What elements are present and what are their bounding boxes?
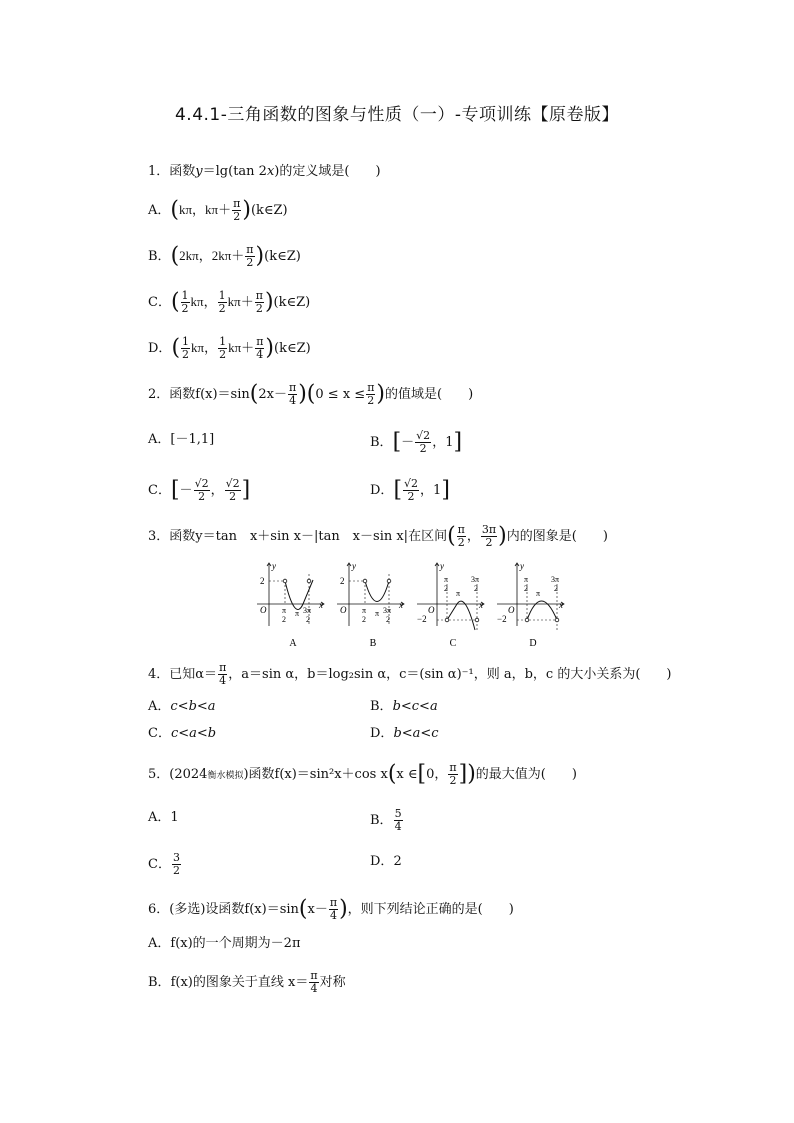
numerator: √2 [225, 477, 240, 490]
denominator: 4 [329, 909, 337, 922]
q5-option-d[interactable] [370, 852, 402, 872]
tick-3pi-half-den: 2 [386, 615, 390, 624]
value-neg2-label: −2 [417, 614, 427, 624]
question-1-stem [148, 162, 381, 182]
option-label: B． [148, 975, 171, 990]
q5-text-a: 5．(2024 [148, 767, 208, 782]
fraction [288, 382, 297, 407]
tick-pi-half-den: 2 [282, 615, 286, 624]
option-label: A． [148, 432, 171, 447]
value-2-label: 2 [260, 576, 265, 586]
x-axis-label: x [479, 600, 483, 610]
graph-option-d [497, 561, 564, 649]
q3-text-e: 内的图象是( ) [506, 529, 608, 544]
option-text: 2 [393, 854, 402, 869]
left-paren: ( [447, 523, 456, 549]
q4-text-b: ，a＝sin α，b＝log₂sin α，c＝(sin α)⁻¹，则 a，b，c 的大小关系为( ) [228, 667, 672, 682]
open-point [525, 618, 529, 622]
numerator: π [288, 381, 297, 394]
left-paren: ( [387, 761, 397, 787]
fraction [218, 336, 227, 361]
fraction [218, 662, 227, 687]
fraction [448, 762, 457, 787]
left-paren: ( [306, 381, 316, 407]
tick-3pi-half-den: 2 [306, 615, 310, 624]
q3-graph-options [255, 560, 565, 650]
denominator: 2 [219, 348, 227, 361]
right-paren: ) [255, 243, 265, 269]
tick-pi-half-num: π [444, 575, 449, 584]
q2-text-a: 2．函数f(x)＝sin [148, 387, 250, 402]
right-paren: ) [264, 289, 274, 315]
fraction [457, 524, 466, 549]
y-axis-label: y [440, 561, 444, 571]
q3-text-a: 3．函数y＝tan x＋sin x－|tan x－sin x|在区间 [148, 529, 448, 544]
option-label: B． [370, 435, 393, 450]
fraction [218, 290, 227, 315]
tick-pi-half-num: π [524, 575, 529, 584]
option-label: C． [148, 857, 171, 872]
denominator: 4 [219, 674, 227, 687]
q5-text-e: 的最大值为( ) [475, 767, 577, 782]
q1-text-a: 1．函数 [148, 164, 196, 179]
curve [365, 581, 389, 602]
right-bracket: ] [458, 761, 468, 787]
graph-letter-label: A [289, 638, 297, 649]
option-label: A． [148, 699, 171, 714]
x-axis-label: x [319, 600, 323, 610]
left-paren: ( [249, 381, 259, 407]
graph-option-a [257, 561, 324, 649]
tick-pi: π [456, 589, 461, 598]
q3-comma: ， [466, 529, 480, 544]
fraction [181, 336, 190, 361]
numerator: 1 [218, 289, 226, 302]
denominator: 4 [289, 394, 297, 407]
page-title: 4.4.1-三角函数的图象与性质（一）-专项训练【原卷版】 [174, 105, 620, 125]
option-text: kπ，kπ＋ [178, 202, 232, 217]
numerator: π [233, 197, 241, 210]
left-paren: ( [171, 335, 181, 361]
fraction [403, 478, 419, 503]
left-bracket: [ [393, 477, 403, 503]
fraction [366, 382, 375, 407]
q2-option-a[interactable] [148, 430, 214, 450]
fraction [245, 244, 254, 269]
q2-condition: 0 ≤ x ≤ [315, 387, 366, 402]
q5-interval-start: 0， [426, 767, 448, 782]
q4-option-b[interactable] [370, 697, 438, 717]
q5-text-b: )函数f(x)＝sin²x＋cos x [243, 767, 388, 782]
fraction [232, 198, 241, 223]
q4-text-a: 4．已知α＝ [148, 667, 218, 682]
numerator: 1 [181, 289, 189, 302]
right-paren: ) [298, 381, 307, 407]
left-paren: ( [170, 197, 179, 223]
numerator: π [246, 243, 254, 256]
option-label: C． [148, 726, 171, 741]
graph-letter-label: D [529, 638, 537, 649]
option-text: ，1 [432, 435, 454, 450]
left-paren: ( [298, 896, 308, 922]
open-point [387, 579, 391, 583]
q5-source-tag: 衡水模拟 [207, 771, 244, 781]
numerator: π [457, 523, 465, 536]
q6-text-e: ，则下列结论正确的是( ) [347, 902, 514, 917]
tick-pi: π [536, 589, 541, 598]
left-paren: ( [170, 289, 180, 315]
q5-option-b[interactable] [370, 808, 404, 833]
option-label: A． [148, 203, 171, 218]
option-text: － [179, 483, 193, 498]
option-tail: (k∈Z) [250, 203, 288, 218]
open-point [307, 579, 311, 583]
option-text: ，1 [420, 483, 442, 498]
question-2-stem [148, 382, 473, 407]
fraction [309, 970, 318, 995]
tick-3pi-half-den: 2 [474, 584, 478, 593]
option-label: B． [148, 249, 171, 264]
y-axis-label: y [520, 561, 524, 571]
q5-option-a[interactable] [148, 808, 179, 828]
question-4-stem [148, 662, 671, 687]
fraction [255, 336, 264, 361]
denominator: 2 [255, 302, 263, 315]
right-paren: ) [242, 197, 251, 223]
option-tail: (k∈Z) [273, 295, 311, 310]
q1-text-c: ＝lg(tan 2 [202, 164, 267, 179]
open-point [363, 579, 367, 583]
q6-text-a: 6．(多选)设函数f(x)＝sin [148, 902, 299, 917]
denominator: 4 [310, 982, 318, 995]
q5-option-c[interactable] [148, 852, 182, 877]
q4-option-d[interactable] [370, 724, 439, 744]
q2-option-d[interactable] [370, 478, 450, 503]
option-label: C． [148, 483, 171, 498]
q1-option-a[interactable] [148, 198, 288, 223]
tick-3pi-half-num: 3π [303, 606, 312, 615]
right-paren: ) [265, 335, 275, 361]
denominator: 2 [246, 256, 254, 269]
value-neg2-label: −2 [497, 614, 507, 624]
option-text: f(x)的图象关于直线 x＝ [170, 975, 309, 990]
question-3-stem [148, 524, 608, 549]
option-label: C． [148, 295, 171, 310]
tick-pi-half-num: π [282, 606, 287, 615]
question-5-stem [148, 762, 577, 787]
numerator: 1 [219, 335, 227, 348]
tick-3pi-half-num: 3π [551, 575, 560, 584]
tick-pi: π [375, 609, 380, 618]
denominator: 2 [198, 490, 206, 503]
option-text: 2kπ，2kπ＋ [179, 248, 245, 263]
tick-3pi-half-num: 3π [383, 606, 392, 615]
numerator: √2 [416, 429, 431, 442]
option-text: kπ， [190, 294, 217, 309]
value-2-label: 2 [340, 576, 345, 586]
option-text: c<a<b [170, 726, 217, 741]
q1-text-e: )的定义域是( ) [274, 164, 381, 179]
q1-option-c[interactable] [148, 290, 310, 315]
fraction [225, 478, 241, 503]
q1-var-y: y [195, 164, 203, 179]
origin-label: O [508, 605, 515, 615]
fraction [172, 852, 181, 877]
graph-option-b [337, 561, 404, 649]
q2-option-c[interactable] [148, 478, 250, 503]
tick-pi-half-den: 2 [362, 615, 366, 624]
tick-3pi-half-num: 3π [471, 575, 480, 584]
option-text: b<a<c [393, 726, 439, 741]
numerator: 1 [182, 335, 190, 348]
fraction [415, 430, 431, 455]
denominator: 2 [182, 348, 190, 361]
tick-pi-half-den: 2 [524, 584, 528, 593]
denominator: 2 [181, 302, 189, 315]
right-paren: ) [339, 896, 348, 922]
option-text: ， [210, 483, 224, 498]
tick-pi: π [295, 609, 300, 618]
numerator: π [256, 335, 264, 348]
denominator: 2 [233, 210, 241, 223]
option-label: D． [370, 483, 394, 498]
left-bracket: [ [392, 429, 402, 455]
open-point [283, 579, 287, 583]
q6-inner: x－ [307, 902, 328, 917]
q4-option-c[interactable] [148, 724, 216, 744]
graph-option-c [417, 561, 484, 649]
numerator: π [329, 896, 338, 909]
fraction [255, 290, 264, 315]
y-axis-label: y [352, 561, 356, 571]
option-text: － [401, 435, 415, 450]
fraction [394, 808, 403, 833]
q2-inner: 2x－ [258, 387, 287, 402]
denominator: 2 [218, 302, 226, 315]
x-axis-label: x [399, 600, 403, 610]
fraction [481, 524, 497, 549]
numerator: √2 [404, 477, 419, 490]
left-bracket: [ [417, 761, 427, 787]
q2-text-e: 的值域是( ) [385, 387, 474, 402]
option-text: c<b<a [170, 699, 216, 714]
tick-pi-half-num: π [362, 606, 367, 615]
denominator: 4 [394, 820, 402, 833]
left-bracket: [ [170, 477, 180, 503]
numerator: π [367, 381, 375, 394]
denominator: 2 [367, 394, 375, 407]
option-label: B． [370, 813, 393, 828]
option-text: 对称 [319, 975, 346, 990]
option-text: kπ， [191, 340, 218, 355]
option-text: kπ＋ [227, 294, 254, 309]
right-paren: ) [498, 523, 507, 549]
right-bracket: ] [453, 429, 463, 455]
numerator: 3π [481, 523, 497, 536]
graph-letter-label: B [369, 638, 377, 649]
tick-pi-half-den: 2 [444, 584, 448, 593]
denominator: 2 [229, 490, 237, 503]
curve [447, 601, 475, 630]
numerator: 5 [394, 807, 402, 820]
q6-option-a[interactable] [148, 934, 301, 954]
numerator: √2 [194, 477, 209, 490]
numerator: π [255, 289, 263, 302]
option-tail: (k∈Z) [274, 341, 311, 356]
right-paren: ) [467, 761, 476, 787]
numerator: π [219, 661, 227, 674]
x-axis-label: x [559, 600, 563, 610]
denominator: 2 [419, 442, 427, 455]
option-label: A． [148, 810, 171, 825]
option-text: kπ＋ [228, 340, 255, 355]
numerator: 3 [172, 851, 180, 864]
option-text: [－1,1] [170, 432, 215, 447]
q6-option-b[interactable] [148, 970, 346, 995]
origin-label: O [340, 605, 347, 615]
right-bracket: ] [241, 477, 251, 503]
tick-3pi-half-den: 2 [554, 584, 558, 593]
open-point [555, 618, 559, 622]
option-text: 1 [170, 810, 179, 825]
option-text: b<c<a [392, 699, 438, 714]
denominator: 2 [485, 536, 493, 549]
fraction [181, 290, 190, 315]
graph-letter-label: C [449, 638, 457, 649]
option-label: A． [148, 936, 171, 951]
left-paren: ( [170, 243, 180, 269]
open-point [445, 618, 449, 622]
denominator: 2 [407, 490, 415, 503]
q5-condition: x ∈ [396, 767, 418, 782]
option-label: D． [370, 726, 394, 741]
q4-option-a[interactable] [148, 697, 216, 717]
numerator: π [449, 761, 457, 774]
denominator: 2 [449, 774, 457, 787]
question-6-stem [148, 897, 514, 922]
option-label: B． [370, 699, 393, 714]
fraction [329, 897, 338, 922]
right-paren: ) [376, 381, 386, 407]
q1-option-b[interactable] [148, 244, 301, 269]
option-text: f(x)的一个周期为－2π [170, 936, 301, 951]
denominator: 4 [256, 348, 264, 361]
q2-option-b[interactable] [370, 430, 462, 455]
denominator: 2 [457, 536, 465, 549]
option-label: D． [370, 854, 394, 869]
origin-label: O [260, 605, 267, 615]
q1-var-x: x [266, 164, 275, 179]
option-tail: (k∈Z) [264, 249, 301, 264]
denominator: 2 [172, 864, 180, 877]
q1-option-d[interactable] [148, 336, 311, 361]
y-axis-label: y [272, 561, 276, 571]
option-label: D． [148, 341, 172, 356]
numerator: π [310, 969, 318, 982]
right-bracket: ] [441, 477, 450, 503]
fraction [194, 478, 210, 503]
origin-label: O [428, 605, 435, 615]
open-point [475, 618, 479, 622]
